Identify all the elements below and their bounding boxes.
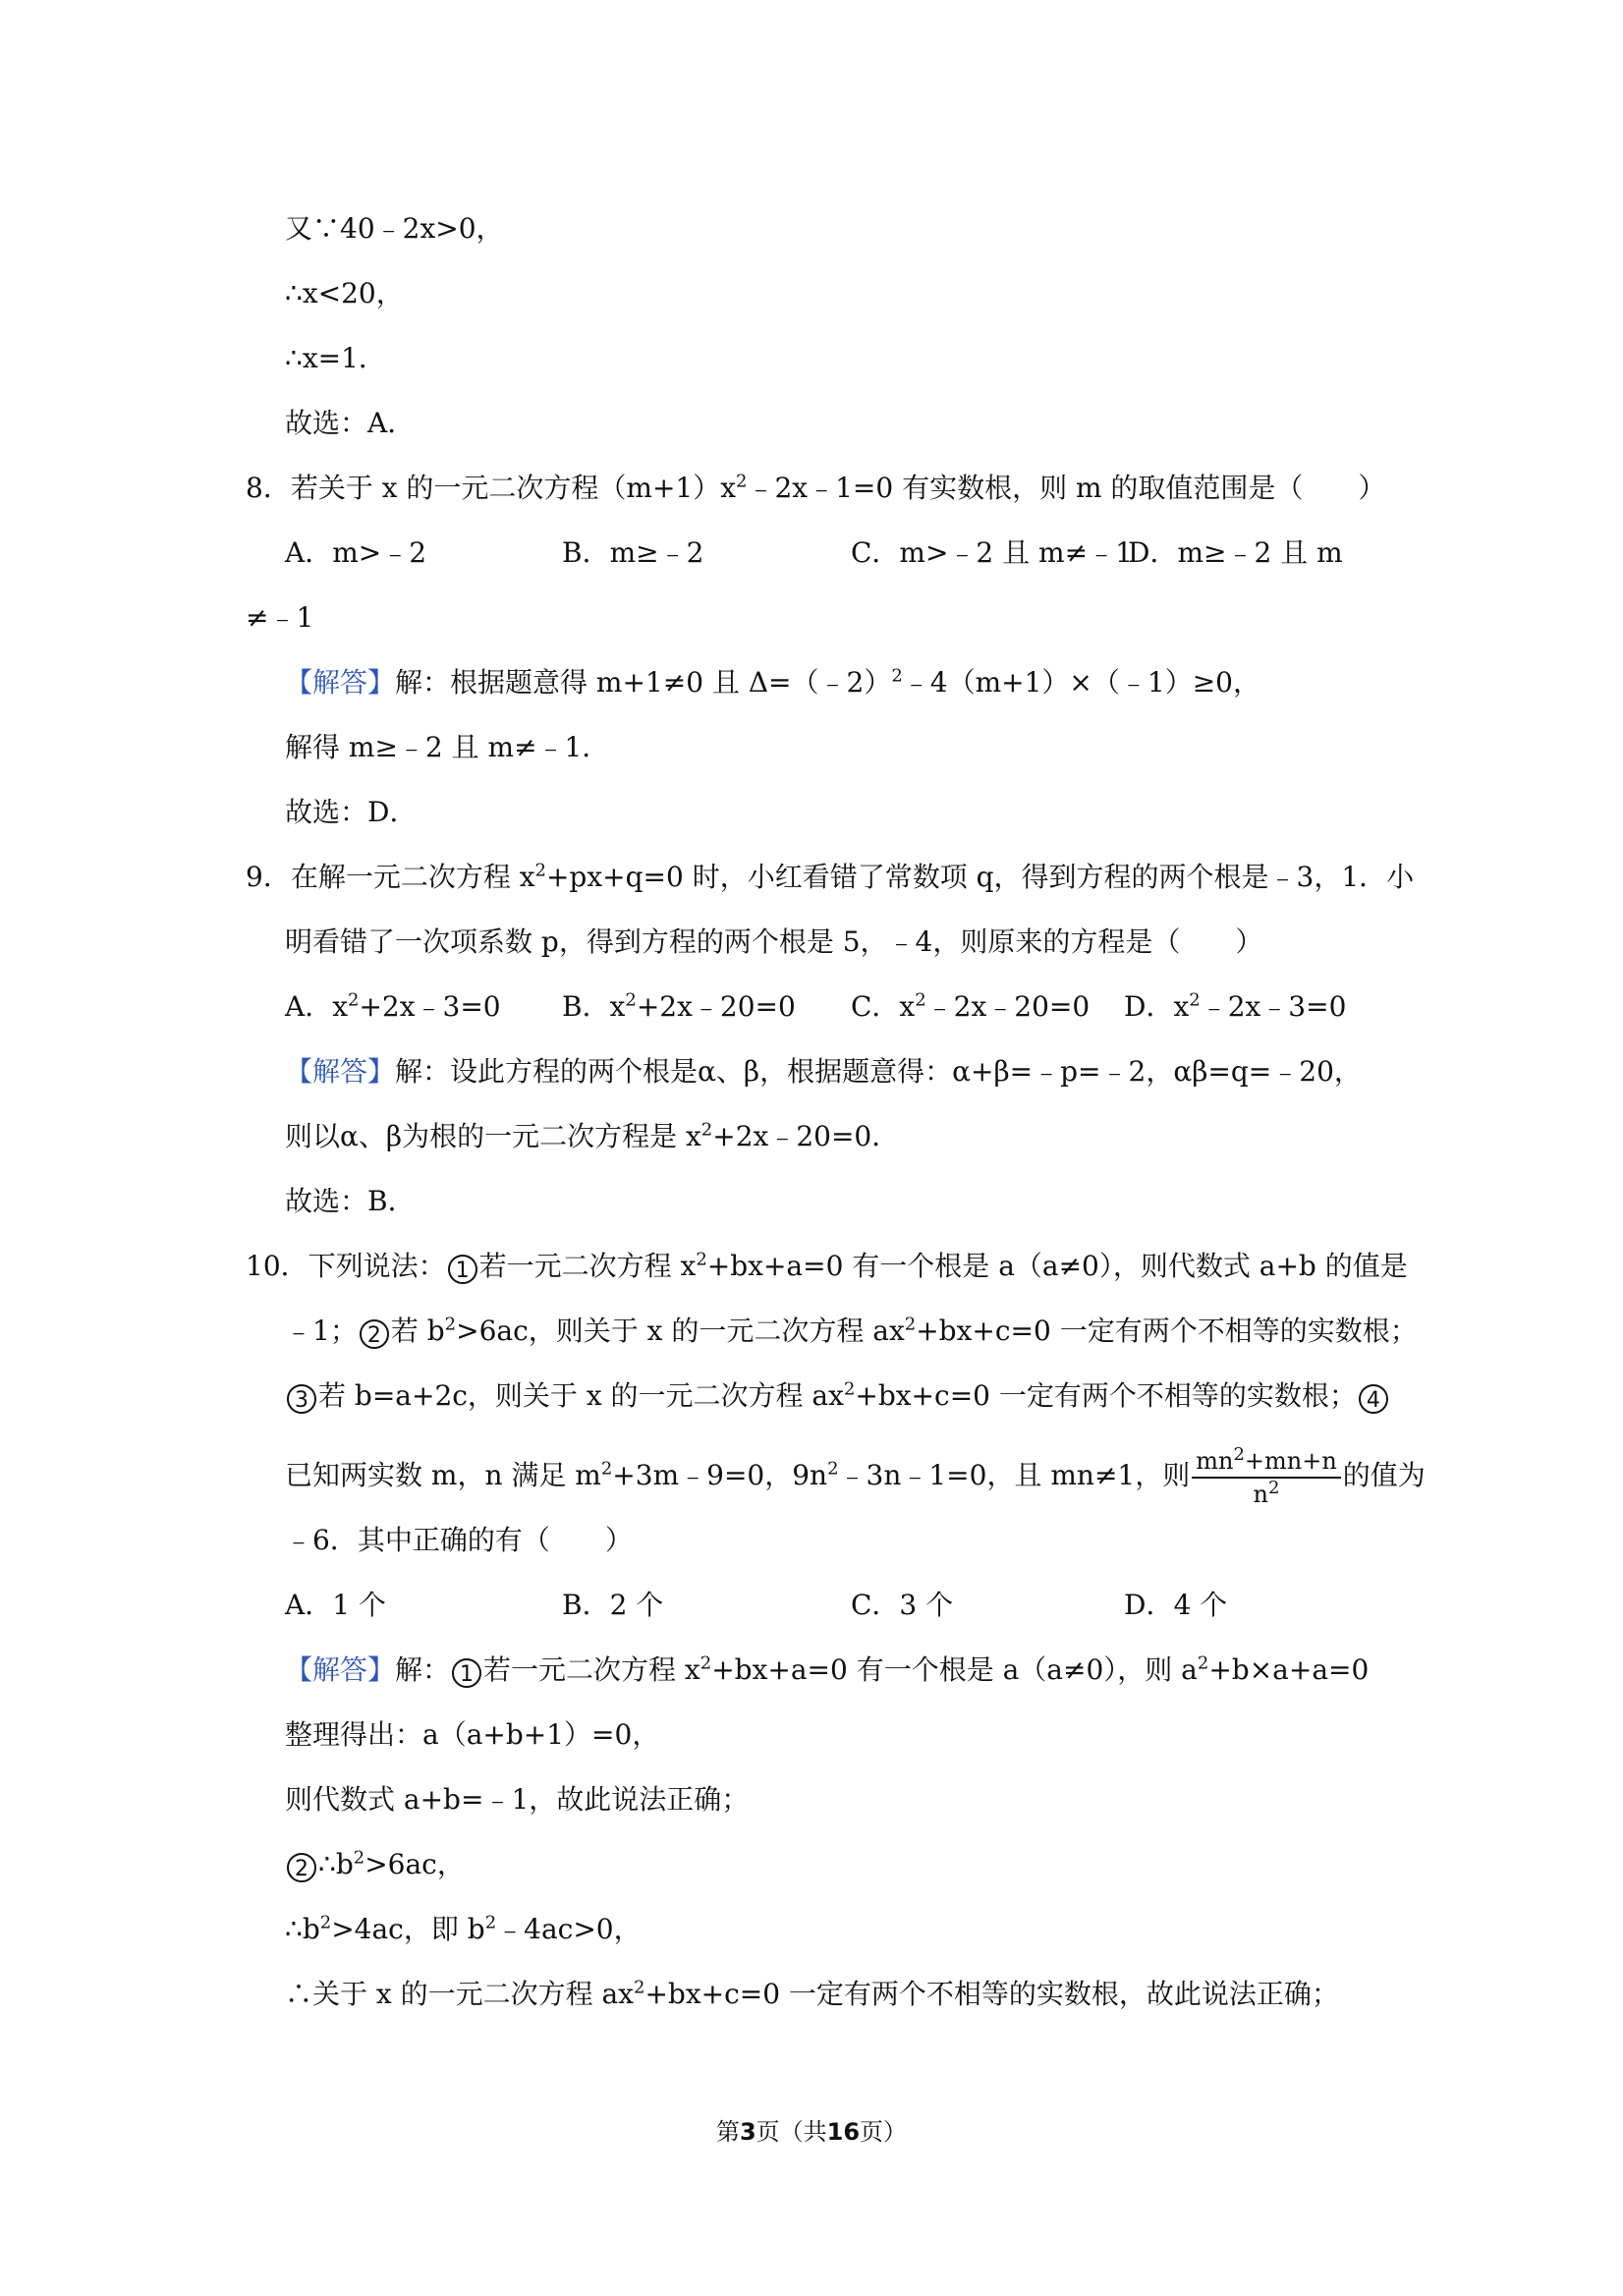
text-line: 故选：A． <box>285 407 416 439</box>
option-b: B．$x^2+2x﹣20=0$ <box>562 989 796 1023</box>
answer-tag: 【解答】 <box>285 1055 396 1088</box>
text-line: ∴x=1． <box>285 342 386 374</box>
text-line: 整理得出：a（a+b+1）=0， <box>285 1718 660 1751</box>
page-footer: 第3页（共16页） <box>715 2118 908 2146</box>
option-c: C．3 个 <box>851 1589 954 1621</box>
text-line: ∴x<20， <box>285 277 404 309</box>
question-9-options <box>285 987 1415 1027</box>
circled-number: 1 <box>452 1658 481 1688</box>
page-number: 3 <box>739 2118 756 2146</box>
text-line: 又∵40﹣2x>0， <box>285 212 504 245</box>
text-line: 2 $\therefore b^2>6ac$， <box>285 1845 465 1884</box>
answer-tag: 【解答】 <box>285 666 396 699</box>
text-line: 明看错了一次项系数 p，得到方程的两个根是 5，﹣4，则原来的方程是（ ） <box>285 925 1263 958</box>
option-d: D．4 个 <box>1124 1589 1228 1621</box>
option-a: A．$x^2+2x﹣3=0$ <box>285 989 501 1023</box>
total-pages: 16 <box>826 2118 861 2146</box>
fraction: $\frac{mn^2+mn+n}{n^2}$ <box>1192 1445 1341 1510</box>
question-9: 9．在解一元二次方程 $x^2+px+q=0$ 时，小红看错了常数项 q，得到方程的两个根是﹣3，1．小 <box>246 860 1415 893</box>
answer-8: 【解答】解：根据题意得 m+1≠0 且 Δ=（﹣2）$^2$﹣4（m+1）×（﹣1）≥0， <box>285 665 1260 699</box>
text-line: 则代数式 a+b=﹣1，故此说法正确； <box>285 1783 750 1816</box>
circled-number: 4 <box>1359 1384 1388 1414</box>
option-a: A．1 个 <box>285 1589 386 1621</box>
text-line: $\therefore b^2>4ac$，即 $b^2﹣4ac>0$， <box>285 1912 642 1945</box>
option-b: B．2 个 <box>562 1589 664 1621</box>
question-10-options <box>285 1586 1415 1625</box>
text-line: 则以α、β为根的一元二次方程是 $x^2+2x﹣20=0$． <box>285 1119 900 1152</box>
text-line: 故选：B． <box>285 1185 416 1217</box>
option-b: B．m≥﹣2 <box>562 536 704 569</box>
question-10: 10．下列说法： 1 若一元二次方程 $x^2+bx+a=0$ 有一个根是 a（a≠0），则代数式 a+b 的值是 <box>246 1249 1408 1283</box>
option-c: C．$x^2﹣2x﹣20=0$ <box>851 989 1091 1023</box>
circled-number: 2 <box>360 1319 389 1349</box>
text-line: 已知两实数 m，n 满足 $m^2+3m﹣9=0$，$9n^2﹣3n﹣1=0$，且 mn≠1，则 $\frac{mn^2+mn+n}{n^2}$ 的值为 <box>285 1443 1426 1508</box>
text-line: 故选：D． <box>285 796 418 828</box>
answer-10: 【解答】解： 1 若一元二次方程 $x^2+bx+a=0$ 有一个根是 a（a≠0），则 $a^2+b\times a+a=0$ <box>285 1652 1370 1687</box>
text-line: ∴关于 x 的一元二次方程 $ax^2+bx+c=0$ 一定有两个不相等的实数根，故此说法正确； <box>285 1977 1339 2010</box>
text-line: 3 若 b=a+2c，则关于 x 的一元二次方程 $ax^2+bx+c=0$ 一定有两个不相等的实数根； 4 <box>285 1376 1390 1416</box>
question-8-options <box>285 533 1415 573</box>
answer-tag: 【解答】 <box>285 1653 396 1686</box>
circled-number: 1 <box>448 1255 477 1284</box>
text-line: ﹣1； 2 若 $b^2>6ac$，则关于 x 的一元二次方程 $ax^2+bx+c=0$ 一定有两个不相等的实数根； <box>285 1314 1418 1348</box>
circled-number: 2 <box>287 1853 316 1882</box>
option-c: C．m>﹣2 且 m≠﹣1 <box>851 536 1133 569</box>
option-d: D．$x^2﹣2x﹣3=0$ <box>1124 989 1347 1023</box>
question-8: 8．若关于 x 的一元二次方程$(m+1)x^2﹣2x﹣1=0$ 有实数根，则 m 的取值范围是（ ） <box>246 471 1386 504</box>
text-line: ﹣6．其中正确的有（ ） <box>285 1524 633 1556</box>
circled-number: 3 <box>287 1384 316 1414</box>
text-line: 解得 m≥﹣2 且 m≠﹣1． <box>285 731 610 763</box>
text-line: ≠﹣1 <box>246 601 314 634</box>
answer-9: 【解答】解：设此方程的两个根是α、β，根据题意得：α+β=﹣p=﹣2，αβ=q=﹣20， <box>285 1055 1362 1088</box>
option-d: D．m≥﹣2 且 m <box>1128 536 1343 569</box>
option-a: A．m>﹣2 <box>285 536 427 569</box>
